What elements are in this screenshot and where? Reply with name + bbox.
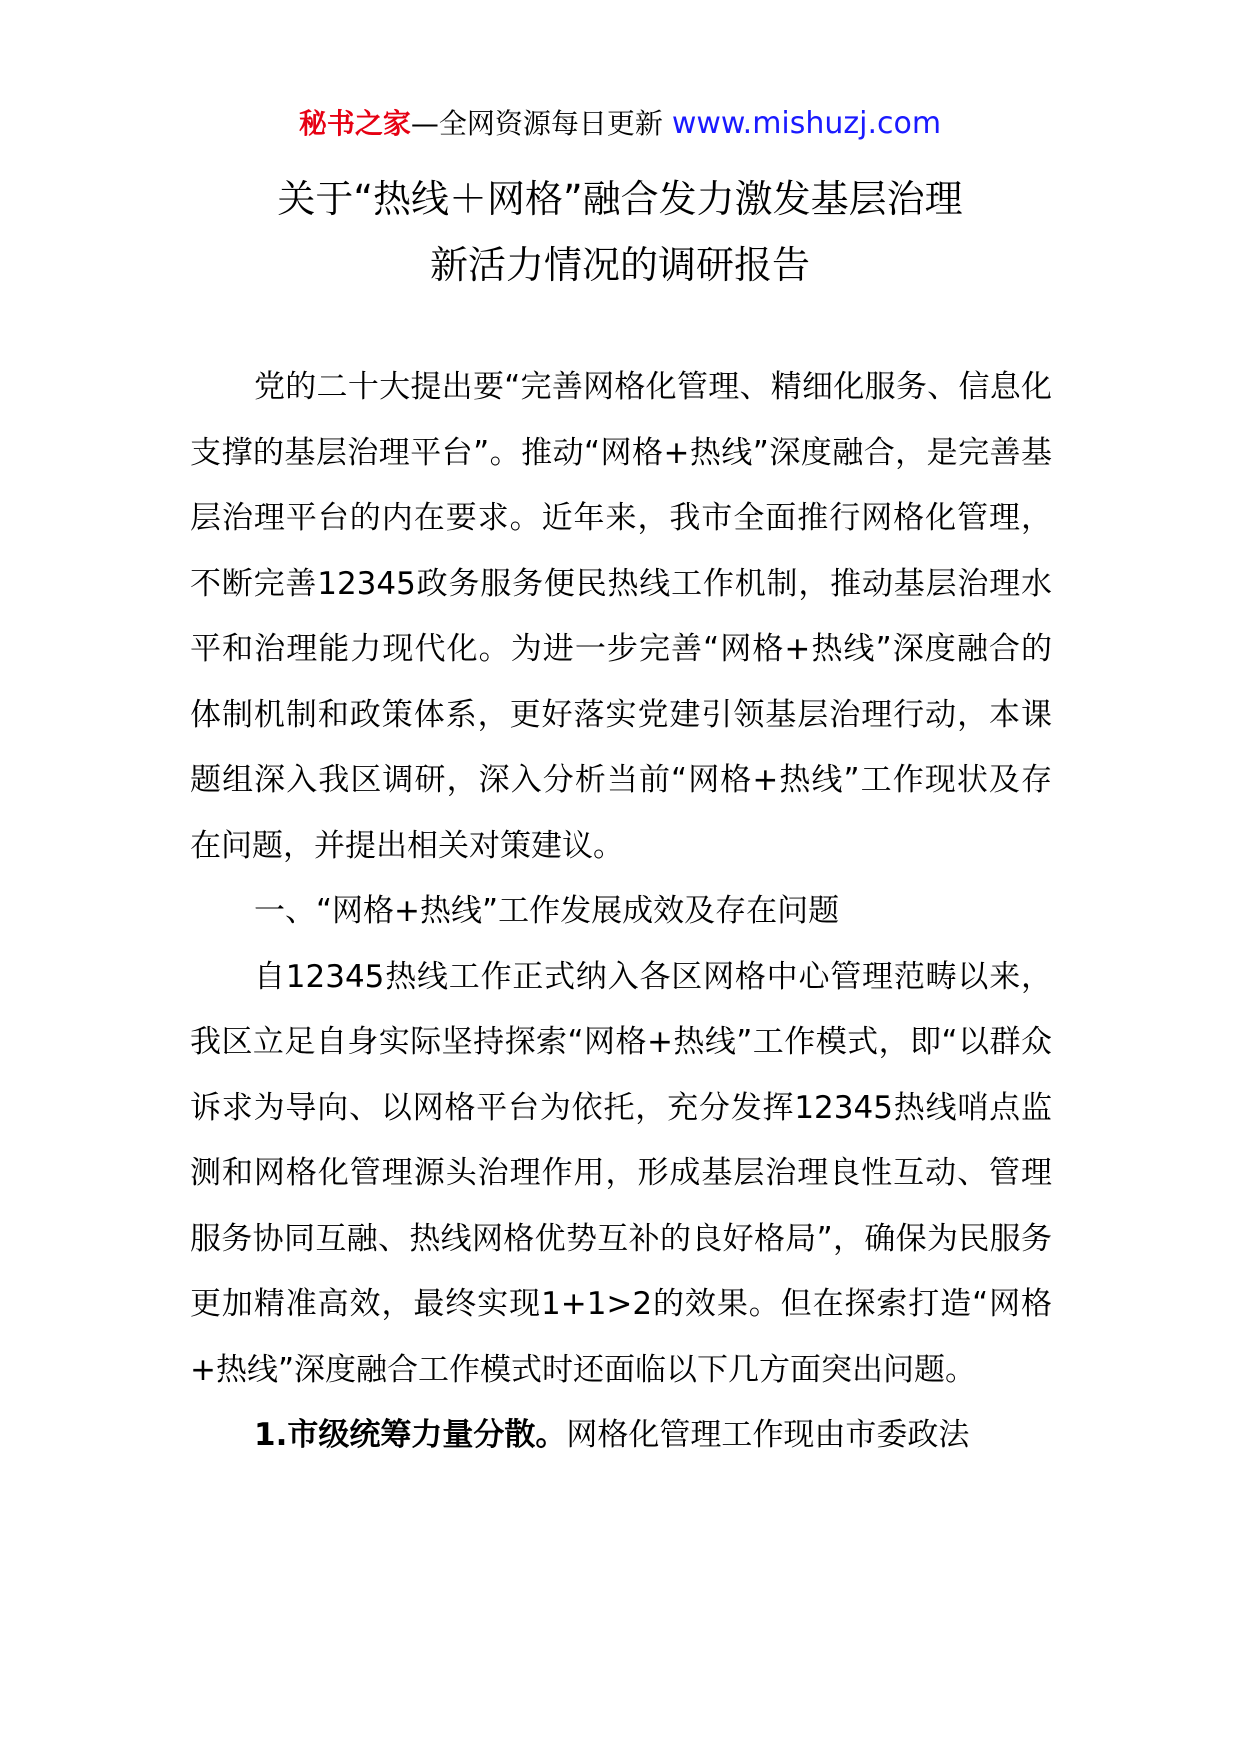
paragraph-intro: 党的二十大提出要“完善网格化管理、精细化服务、信息化支撑的基层治理平台”。推动“网格+热线”深度融合，是完善基层治理平台的内在要求。近年来，我市全面推行网格化管理，不断完善12345政务服务便民热线工作机制，推动基层治理水平和治理能力现代化。为进一步完善“网格+热线”深度融合的体制机制和政策体系，更好落实党建引领基层治理行动，本课题组深入我区调研，深入分析当前“网格+热线”工作现状及存在问题，并提出相关对策建议。 xyxy=(190,369,1052,864)
point-1-lead: 1.市级统筹力量分散。 xyxy=(254,1417,567,1453)
section-heading-1: 一、“网格+热线”工作发展成效及存在问题 xyxy=(254,893,840,929)
title-line-2: 新活力情况的调研报告 xyxy=(429,243,810,287)
paragraph-section-1: 自12345热线工作正式纳入各区网格中心管理范畴以来，我区立足自身实际坚持探索“网格+热线”工作模式，即“以群众诉求为导向、以网格平台为依托，充分发挥12345热线哨点监测和网格化管理源头治理作用，形成基层治理良性互动、管理服务协同互融、热线网格优势互补的良好格局”，确保为民服务更加精准高效，最终实现1+1>2的效果。但在探索打造“网格+热线”深度融合工作模式时还面临以下几方面突出问题。 xyxy=(190,958,1052,1388)
site-header xyxy=(0,104,1240,144)
point-1-text: 网格化管理工作现由市委政法 xyxy=(566,1417,970,1453)
site-url-link[interactable]: www.mishuzj.com xyxy=(671,106,942,141)
document-title xyxy=(0,166,1240,298)
brand-name: 秘书之家 xyxy=(298,107,411,140)
site-tagline: —全网资源每日更新 xyxy=(410,107,663,140)
paragraph-point-1 xyxy=(190,1403,1052,1469)
document-body xyxy=(190,355,1052,1469)
title-line-1: 关于“热线＋网格”融合发力激发基层治理 xyxy=(277,177,963,221)
